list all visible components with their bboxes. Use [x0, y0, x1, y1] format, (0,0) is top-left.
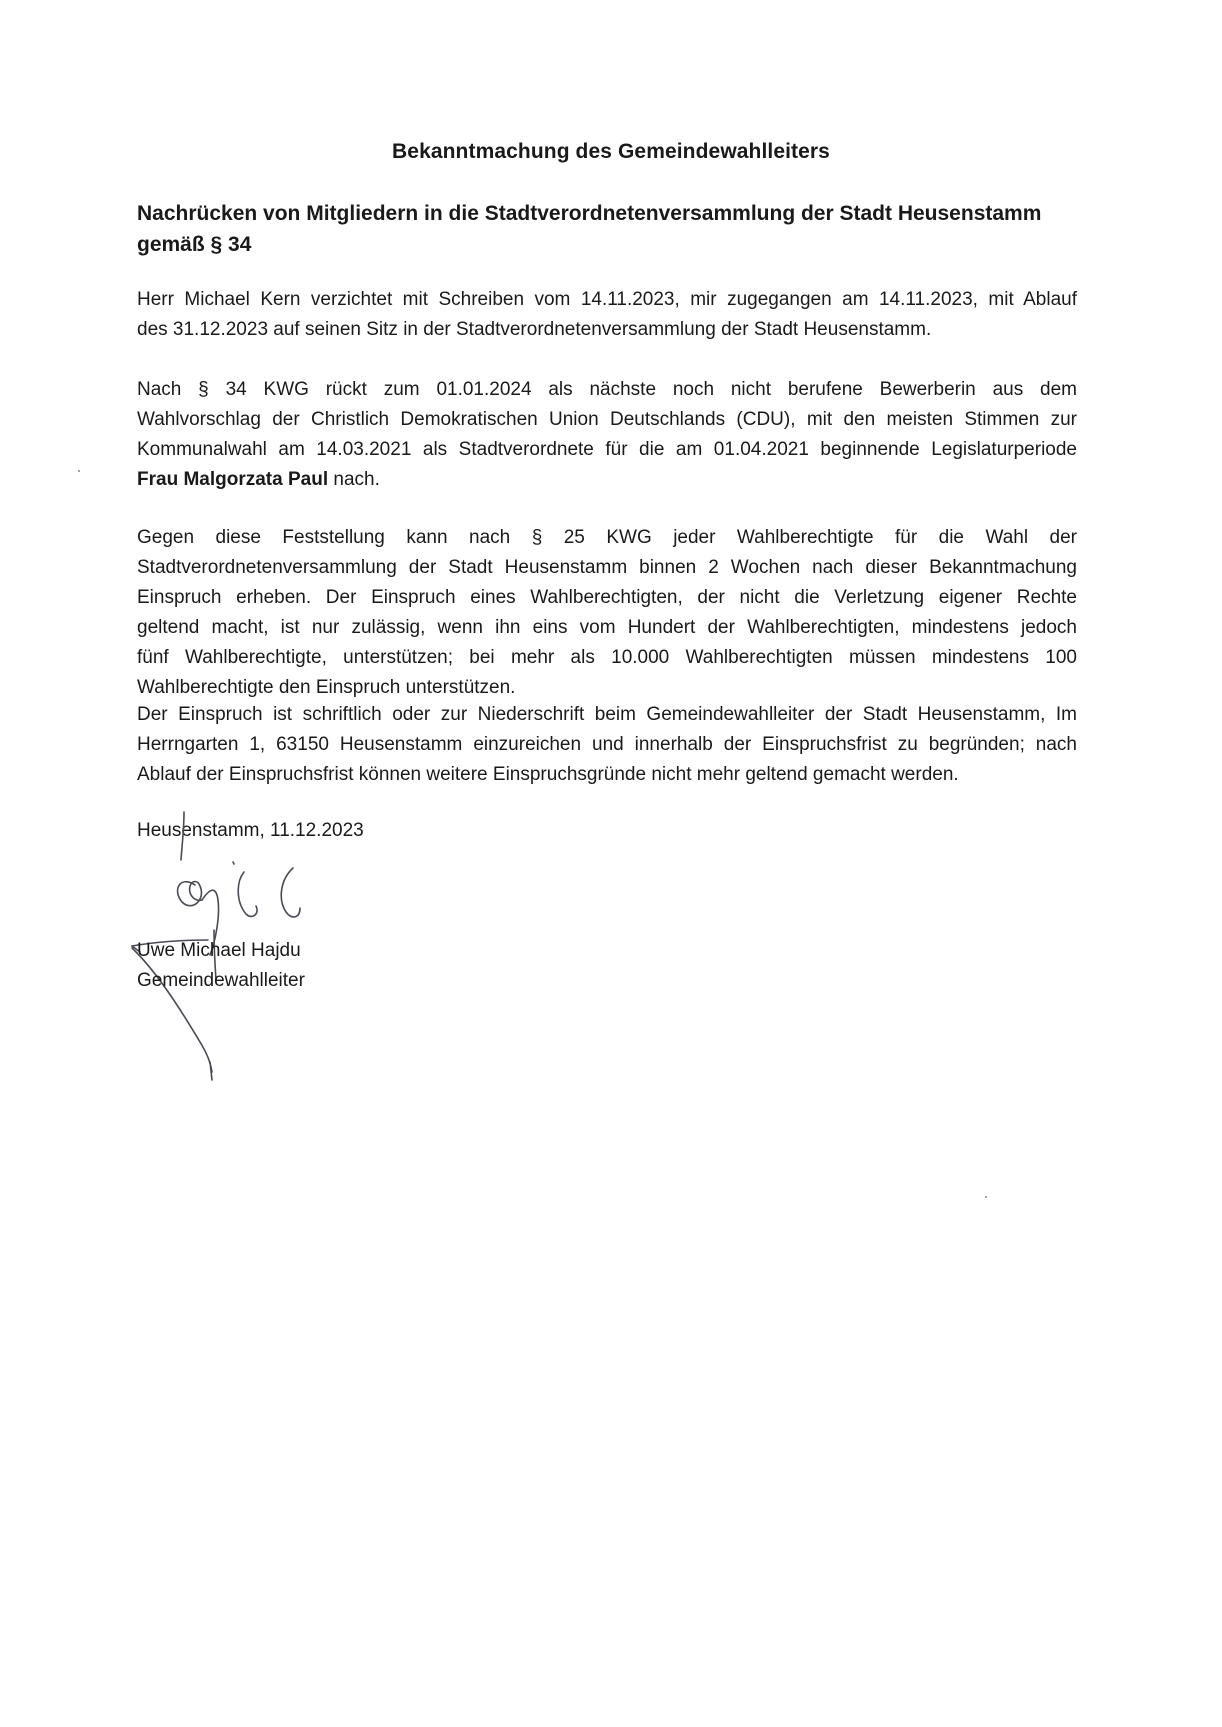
subject-line-1: Nachrücken von Mitgliedern in die Stadtverordnetenversammlung der Stadt Heusenstamm [137, 202, 1042, 225]
paragraph-line: Herrngarten 1, 63150 Heusenstamm einzureichen und innerhalb der Einspruchsfrist zu begründen; nach [137, 734, 1077, 755]
scan-speck [985, 1196, 987, 1198]
paragraph-line: Ablauf der Einspruchsfrist können weitere Einspruchsgründe nicht mehr geltend gemacht werden. [137, 764, 959, 785]
signer-role: Gemeindewahlleiter [137, 970, 305, 991]
subject-line-2: gemäß § 34 [137, 233, 252, 256]
signer-name: Uwe Michael Hajdu [137, 940, 301, 961]
paragraph-line: Der Einspruch ist schriftlich oder zur Niederschrift beim Gemeindewahlleiter der Stadt Heusenstamm, Im [137, 704, 1077, 725]
subject-heading [137, 198, 1077, 260]
scan-speck [78, 470, 80, 472]
paragraph-end: nach. [328, 469, 380, 490]
paragraph-line: Herr Michael Kern verzichtet mit Schreiben vom 14.11.2023, mir zugegangen am 14.11.2023, mit Ablauf [137, 289, 1077, 310]
paragraph-line: Einspruch erheben. Der Einspruch eines Wahlberechtigten, der nicht die Verletzung eigener Rechte [137, 587, 1077, 608]
paragraph-line: Wahlvorschlag der Christlich Demokratischen Union Deutschlands (CDU), mit den meisten Stimmen zur [137, 409, 1077, 430]
paragraph-line: Wahlberechtigte den Einspruch unterstützen. [137, 677, 516, 698]
paragraph-line-successor-name [137, 465, 1077, 495]
place-date: Heusenstamm, 11.12.2023 [137, 820, 364, 841]
document-title: Bekanntmachung des Gemeindewahlleiters [392, 140, 830, 163]
paragraph-line: geltend macht, ist nur zulässig, wenn ihn eins vom Hundert der Wahlberechtigten, mindestens jedoch [137, 617, 1077, 638]
paragraph-line: des 31.12.2023 auf seinen Sitz in der Stadtverordnetenversammlung der Stadt Heusenstamm. [137, 319, 932, 340]
paragraph-resignation [137, 285, 1077, 345]
successor-name: Frau Malgorzata Paul [137, 469, 329, 490]
paragraph-objection-rules [137, 523, 1077, 703]
paragraph-successor [137, 375, 1077, 495]
paragraph-line: Kommunalwahl am 14.03.2021 als Stadtverordnete für die am 01.04.2021 beginnende Legislaturperiode [137, 439, 1077, 460]
paragraph-objection-submission [137, 700, 1077, 790]
paragraph-line: fünf Wahlberechtigte, unterstützen; bei mehr als 10.000 Wahlberechtigten müssen mindestens 100 [137, 647, 1077, 668]
paragraph-line: Gegen diese Feststellung kann nach § 25 KWG jeder Wahlberechtigte für die Wahl der [137, 527, 1077, 548]
paragraph-line: Stadtverordnetenversammlung der Stadt Heusenstamm binnen 2 Wochen nach dieser Bekanntmachung [137, 557, 1077, 578]
paragraph-line: Nach § 34 KWG rückt zum 01.01.2024 als nächste noch nicht berufene Bewerberin aus dem [137, 379, 1077, 400]
